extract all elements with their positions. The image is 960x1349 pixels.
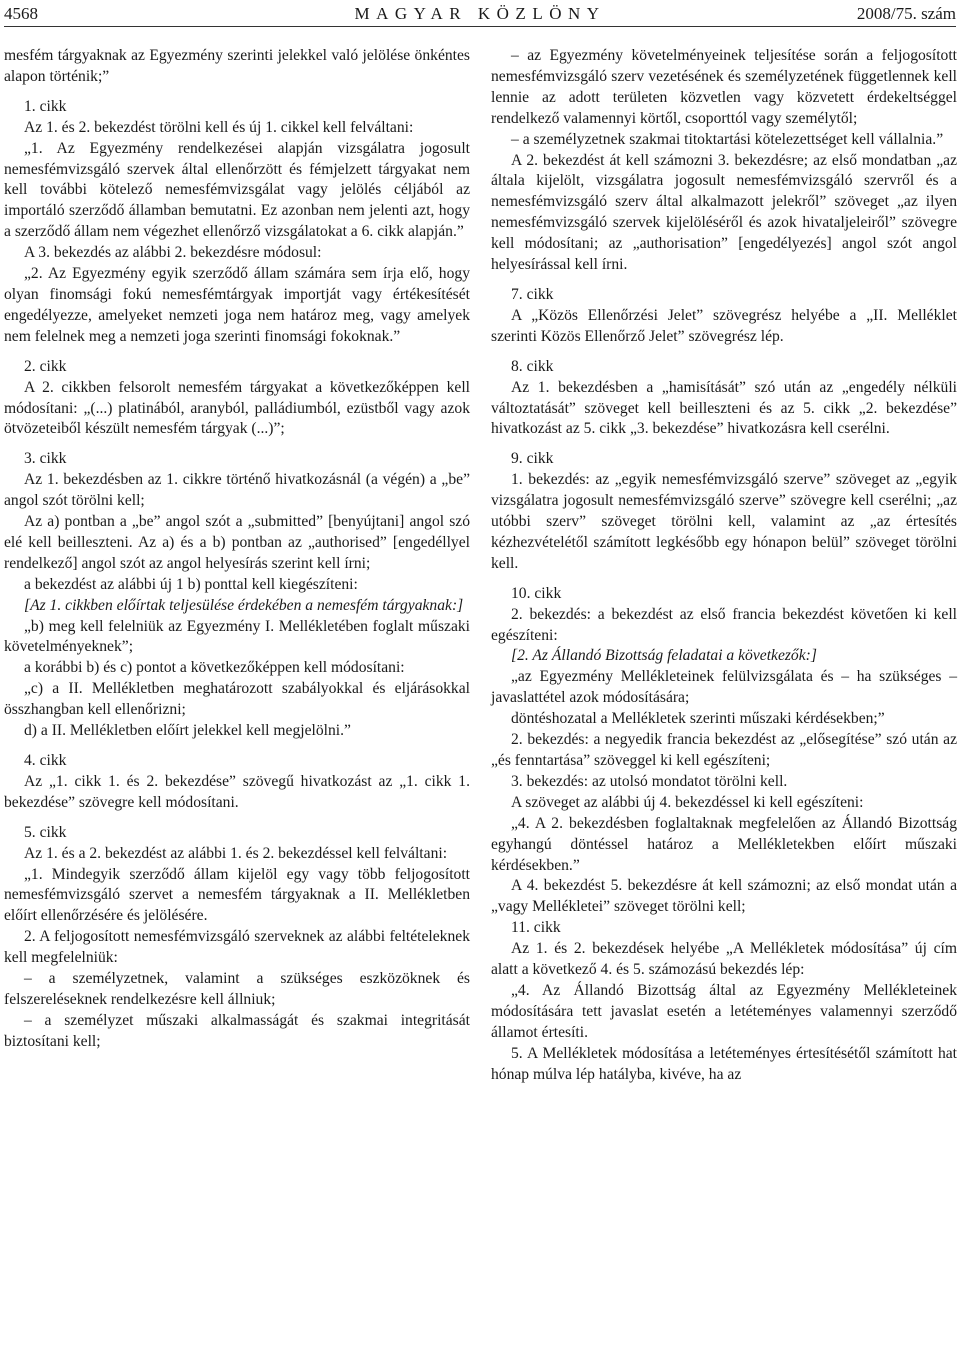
paragraph: „b) meg kell felelniük az Egyezmény I. Mellékletében foglalt műszaki követelményeknek”; (4, 617, 470, 656)
article-heading: 8. cikk (511, 357, 554, 375)
paragraph: A szöveget az alábbi új 4. bekezdéssel ki kell egészíteni: (511, 793, 864, 811)
paragraph-continued: mesfém tárgyaknak az Egyezmény szerinti jelekkel való jelölése önkéntes alapon történik;” (4, 47, 470, 85)
paragraph: Az 1. és 2. bekezdést törölni kell és új 1. cikkel kell felváltani: (24, 118, 414, 136)
paragraph: „2. Az Egyezmény egyik szerződő állam számára sem írja elő, hogy olyan finomsági fokú nemesfémtárgyak importját vagy értékesítését engedélyezze, amelyeket nemzeti joga nem határoz meg, vagy amelyek nem felelnek meg a nemzeti joga szerinti finomsági fokoknak.” (4, 265, 470, 345)
paragraph: – az Egyezmény követelményeinek teljesítése során a feljogosított nemesfémvizsgáló szerv vezetésének és személyzetének függetlennek kell lennie az adott területen közvetlen vagy közvetett érdekeltséggel rendelkező valamennyi körtől, csoporttól vagy személytől; (491, 47, 957, 127)
article-heading: 5. cikk (24, 823, 67, 841)
article-heading: 1. cikk (24, 97, 67, 115)
paragraph: A „Közös Ellenőrzési Jelet” szövegrész helyébe a „II. Melléklet szerinti Közös Ellenőrző Jelet” szövegrész lép. (491, 306, 957, 345)
paragraph: Az 1. és 2. bekezdések helyébe „A Mellékletek módosítása” új cím alatt a következő 4. és 5. számozású bekezdés lép: (491, 940, 957, 979)
paragraph: 2. bekezdés: a negyedik francia bekezdést az „elősegítése” szó után az „és fenntartása” szöveggel ki kell egészíteni; (491, 731, 957, 769)
paragraph: A 4. bekezdést 5. bekezdésre át kell számozni; az első mondat után a „vagy Mellékletei” szöveget törölni kell; (491, 877, 957, 916)
page-number: 4568 (4, 4, 38, 23)
paragraph: 5. A Mellékletek módosítása a letéteményes értesítésétől számított hat hónap múlva lép hatályba, kivéve, ha az (491, 1044, 957, 1083)
paragraph: Az 1. bekezdésben az 1. cikkre történő hivatkozásnál (a végén) a „be” angol szót törölni kell; (4, 471, 470, 510)
header-rule (4, 26, 956, 27)
paragraph: 2. A feljogosított nemesfémvizsgáló szerveknek az alábbi feltételeknek kell megfelelniük: (4, 928, 470, 967)
paragraph: A 2. cikkben felsorolt nemesfém tárgyakat a következőképpen kell módosítani: „(...) platinából, aranyból, palládiumból, ezüstből vagy azok ötvözeteiből készült nemesfém tárgyak (...)”; (4, 378, 470, 438)
paragraph: Az 1. bekezdésben a „hamisítását” szó után az „engedély nélküli változtatását” szöveget kell beilleszteni és az 5. cikk „2. bekezdése” hivatkozást az 5. cikk „3. bekezdése” hivatkozásra kell cserélni. (491, 378, 957, 438)
article-heading: 10. cikk (511, 584, 562, 602)
paragraph: Az a) pontban a „be” angol szót a „submitted” [benyújtani] angol szó elé kell beilleszteni. Az a) és a b) pontban az „authorised” [engedéllyel rendelkező] angol szót az angol helyesírás szerint kell írni; (4, 513, 470, 572)
article-heading: 3. cikk (24, 450, 67, 468)
paragraph: Az „1. cikk 1. és 2. bekezdése” szövegű hivatkozást az „1. cikk 1. bekezdése” szövegre kell módosítani. (4, 772, 470, 811)
paragraph: „4. Az Állandó Bizottság által az Egyezmény Mellékleteinek módosítására tett javaslat esetén a letéteményes valamennyi szerződő államot értesíti. (491, 981, 957, 1041)
paragraph: Az 1. és a 2. bekezdést az alábbi 1. és 2. bekezdéssel kell felváltani: (24, 844, 448, 862)
paragraph: A 3. bekezdés az alábbi 2. bekezdésre módosul: (24, 244, 322, 262)
paragraph: – a személyzet műszaki alkalmasságát és szakmai integritását biztosítani kell; (4, 1011, 470, 1050)
article-heading: 11. cikk (511, 919, 561, 937)
paragraph: 2. bekezdés: a bekezdést az első francia bekezdést követően ki kell egészíteni: (491, 605, 957, 644)
article-heading: 9. cikk (511, 450, 554, 468)
paragraph: d) a II. Mellékletben előírt jelekkel kell megjelölni.” (24, 722, 351, 740)
paragraph: a bekezdést az alábbi új 1 b) ponttal kell kiegészíteni: (24, 575, 358, 593)
journal-title: MAGYAR KÖZLÖNY (354, 4, 606, 23)
paragraph: döntéshozatal a Mellékletek szerinti műszaki kérdésekben;” (511, 710, 885, 728)
paragraph: „1. Mindegyik szerződő állam kijelöl egy vagy több feljogosított nemesfémvizsgáló szervet a nemesfém tárgyaknak a II. Mellékletben előírt ellenőrzésére és jelölésére. (4, 865, 470, 925)
paragraph: „az Egyezmény Mellékleteinek felülvizsgálata és – ha szükséges – javaslattétel azok módosítására; (491, 668, 957, 707)
paragraph: „1. Az Egyezmény rendelkezései alapján vizsgálatra jogosult nemesfémvizsgáló szervek által ellenőrzött és fémjelzett tárgyakat nem kell további kötelező nemesfémvizsgálat vagy jelölés céljából az importáló szerződő államban bemutatni. Ez azonban nem jelenti azt, hogy a szerződő állam nem végezhet ellenőrző vizsgálatokat a 6. cikk alapján.” (4, 139, 470, 241)
issue-number: 2008/75. szám (856, 4, 956, 23)
paragraph: 3. bekezdés: az utolsó mondatot törölni kell. (511, 772, 788, 790)
article-heading: 4. cikk (24, 752, 67, 769)
article-heading: 2. cikk (24, 357, 67, 375)
page-header (4, 4, 956, 26)
article-heading: 7. cikk (511, 285, 554, 303)
paragraph-italic: [Az 1. cikkben előírtak teljesülése érdekében a nemesfém tárgyaknak:] (24, 596, 464, 614)
paragraph-italic: [2. Az Állandó Bizottság feladatai a következők:] (511, 647, 817, 665)
paragraph: A 2. bekezdést át kell számozni 3. bekezdésre; az első mondatban „az általa kijelölt, vizsgálatra jogosult nemesfémvizsgáló szervről és a nemesfémvizsgáló szerv által alkalmazott jelekről” szöveget „az ilyen nemesfémvizsgáló szervek kijelöléséről és azok hivataljeleiről” szövegre kell módosítani; az „authorisation” [engedélyezés] angol szót angol helyesírással kell írni. (491, 151, 957, 274)
paragraph: a korábbi b) és c) pontot a következőképpen kell módosítani: (24, 659, 405, 677)
left-column (4, 46, 470, 1053)
paragraph: 1. bekezdés: az „egyik nemesfémvizsgáló szerve” szöveget az „egyik vizsgálatra jogosult nemesfémvizsgáló szerve” szövegre kell cserélni; „az utóbbi szerv” szöveget törölni kell, valamint az „az értesítés kézhezvételétől számított legkésőbb egy hónapon belül” szöveget törölni kell. (491, 471, 957, 572)
paragraph: – a személyzetnek szakmai titoktartási kötelezettséget kell vállalnia.” (511, 130, 944, 148)
paragraph: „c) a II. Mellékletben meghatározott szabályokkal és eljárásokkal összhangban kell ellenőrizni; (4, 680, 470, 719)
paragraph: „4. A 2. bekezdésben foglaltaknak megfelelően az Állandó Bizottság egyhangú döntéssel határoz a Mellékletekben előírt műszaki kérdésekben.” (491, 814, 957, 874)
paragraph: – a személyzetnek, valamint a szükséges eszközöknek és felszereléseknek rendelkezésre kell állniuk; (4, 970, 470, 1008)
right-column (491, 46, 957, 1086)
